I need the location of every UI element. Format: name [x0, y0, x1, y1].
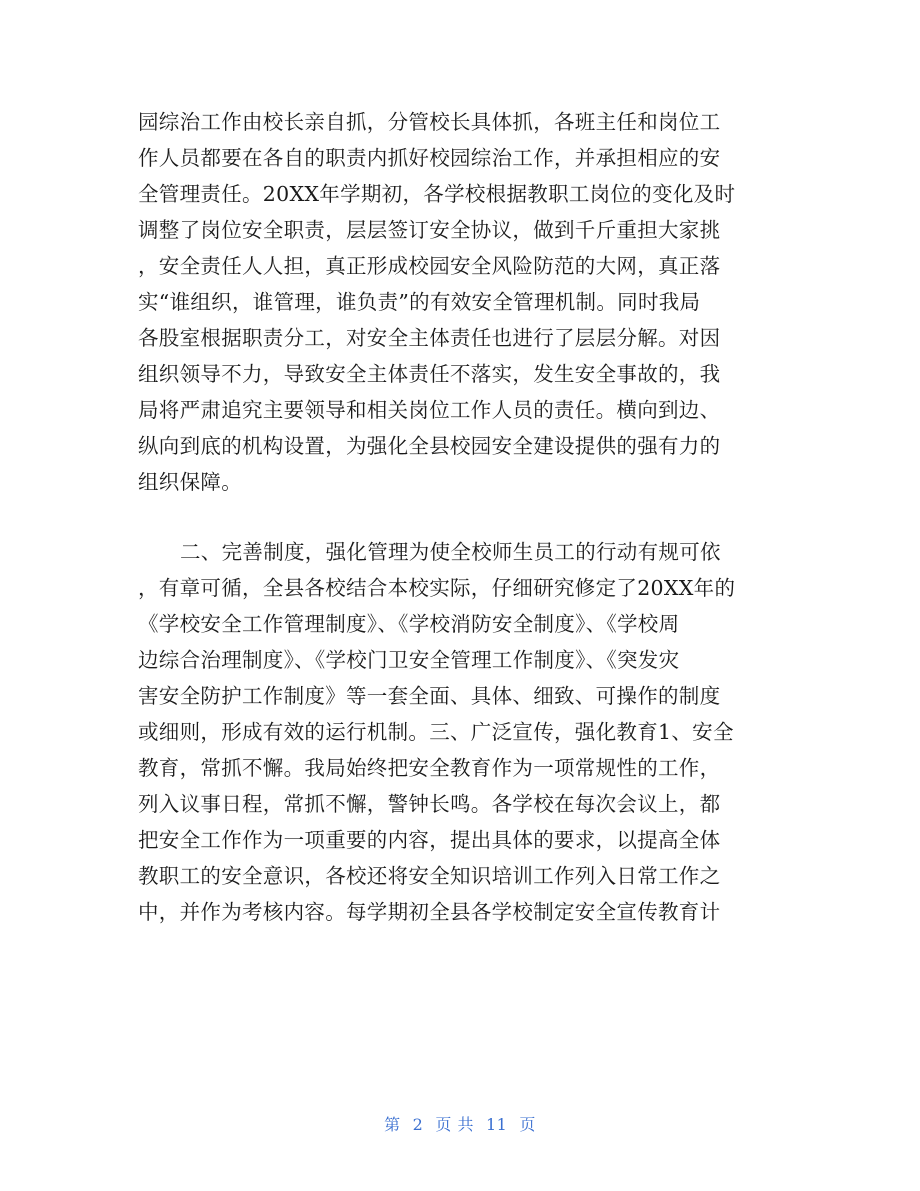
text-line: ，有章可循，全县各校结合本校实际，仔细研究修定了20XX年的 [138, 576, 736, 600]
text-line: 作人员都要在各自的职责内抓好校园综治工作，并承担相应的安 [138, 146, 721, 170]
page-label-suffix: 页 [519, 1115, 536, 1134]
text-line: 把安全工作作为一项重要的内容，提出具体的要求，以提高全体 [138, 828, 721, 852]
text-line: 局将严肃追究主要领导和相关岗位工作人员的责任。横向到边、 [138, 398, 721, 422]
text-line: 教职工的安全意识，各校还将安全知识培训工作列入日常工作之 [138, 864, 721, 888]
text-line: 边综合治理制度》、《学校门卫安全管理工作制度》、《突发灾 [138, 648, 680, 672]
paragraph-2 [138, 534, 788, 930]
paragraph-gap [138, 500, 788, 534]
total-pages: 11 [485, 1115, 508, 1134]
page-label-prefix: 第 [384, 1115, 401, 1134]
text-line: 《学校安全工作管理制度》、《学校消防安全制度》、《学校周 [138, 612, 680, 636]
document-body [138, 104, 788, 930]
text-line: 二、完善制度，强化管理为使全校师生员工的行动有规可依 [180, 540, 721, 564]
text-line: 或细则，形成有效的运行机制。三、广泛宣传，强化教育1、安全 [138, 720, 734, 744]
text-line: 组织保障。 [138, 470, 242, 494]
page-footer [0, 1112, 920, 1135]
text-line: 实“谁组织，谁管理，谁负责”的有效安全管理机制。同时我局 [138, 290, 701, 314]
text-line: 列入议事日程，常抓不懈，警钟长鸣。各学校在每次会议上，都 [138, 792, 721, 816]
text-line: 各股室根据职责分工，对安全主体责任也进行了层层分解。对因 [138, 326, 721, 350]
text-line: ，安全责任人人担，真正形成校园安全风险防范的大网，真正落 [138, 254, 721, 278]
page-label-mid: 页 共 [435, 1115, 474, 1134]
text-line: 害安全防护工作制度》等一套全面、具体、细致、可操作的制度 [138, 684, 721, 708]
page-number: 2 [412, 1115, 424, 1134]
text-line: 教育，常抓不懈。我局始终把安全教育作为一项常规性的工作， [138, 756, 721, 780]
text-line: 纵向到底的机构设置，为强化全县校园安全建设提供的强有力的 [138, 434, 721, 458]
paragraph-1 [138, 104, 788, 500]
text-line: 园综治工作由校长亲自抓，分管校长具体抓，各班主任和岗位工 [138, 110, 721, 134]
text-line: 调整了岗位安全职责，层层签订安全协议，做到千斤重担大家挑 [138, 218, 721, 242]
text-line: 全管理责任。20XX年学期初，各学校根据教职工岗位的变化及时 [138, 182, 736, 206]
text-line: 组织领导不力，导致安全主体责任不落实，发生安全事故的，我 [138, 362, 721, 386]
text-line: 中，并作为考核内容。每学期初全县各学校制定安全宣传教育计 [138, 900, 721, 924]
